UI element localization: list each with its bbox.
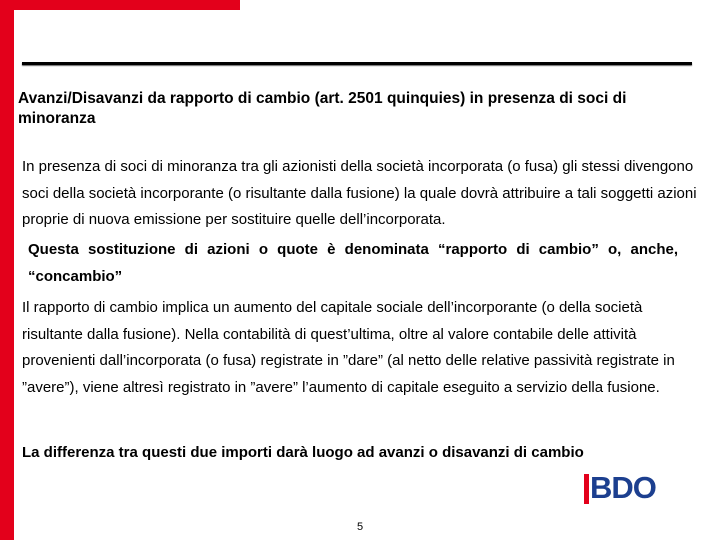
paragraph-capital-increase: Il rapporto di cambio implica un aumento del capitale sociale dell’incorporante (o della società risultante dalla fusione). Nella contabilità di quest’ultima, oltre al valore contabile delle attività provenienti dall’incorporata (o fusa) registrate in ”dare” (al netto delle relative passività registrate in ”avere”), viene altresì registrato in ”avere” l’aumento di capitale eseguito a servizio della fusione. [22,299,675,396]
bdo-logo [584,472,666,506]
paragraph-minority-shareholders: In presenza di soci di minoranza tra gli azionisti della società incorporata (o fusa) gli stessi divengono soci della società incorporante (o risultante dalla fusione) la quale dovrà attribuire a tali soggetti azioni proprie di nuova emissione per sostituire quelle dell’incorporata. [22,158,697,228]
paragraph-concambio: Questa sostituzione di azioni o quote è denominata “rapporto di cambio” o, anche, “concambio” [28,241,678,285]
red-accent-bar-left [0,0,14,540]
page-number: 5 [356,521,364,533]
paragraph-conclusion: La differenza tra questi due importi darà luogo ad avanzi o disavanzi di cambio [22,444,584,461]
title-divider [22,62,692,65]
bdo-logo-text: BDO [590,470,656,505]
slide-title: Avanzi/Disavanzi da rapporto di cambio (art. 2501 quinquies) in presenza di soci di minoranza [18,90,627,127]
red-accent-bar-top [0,0,240,10]
bdo-logo-bar [584,474,589,504]
